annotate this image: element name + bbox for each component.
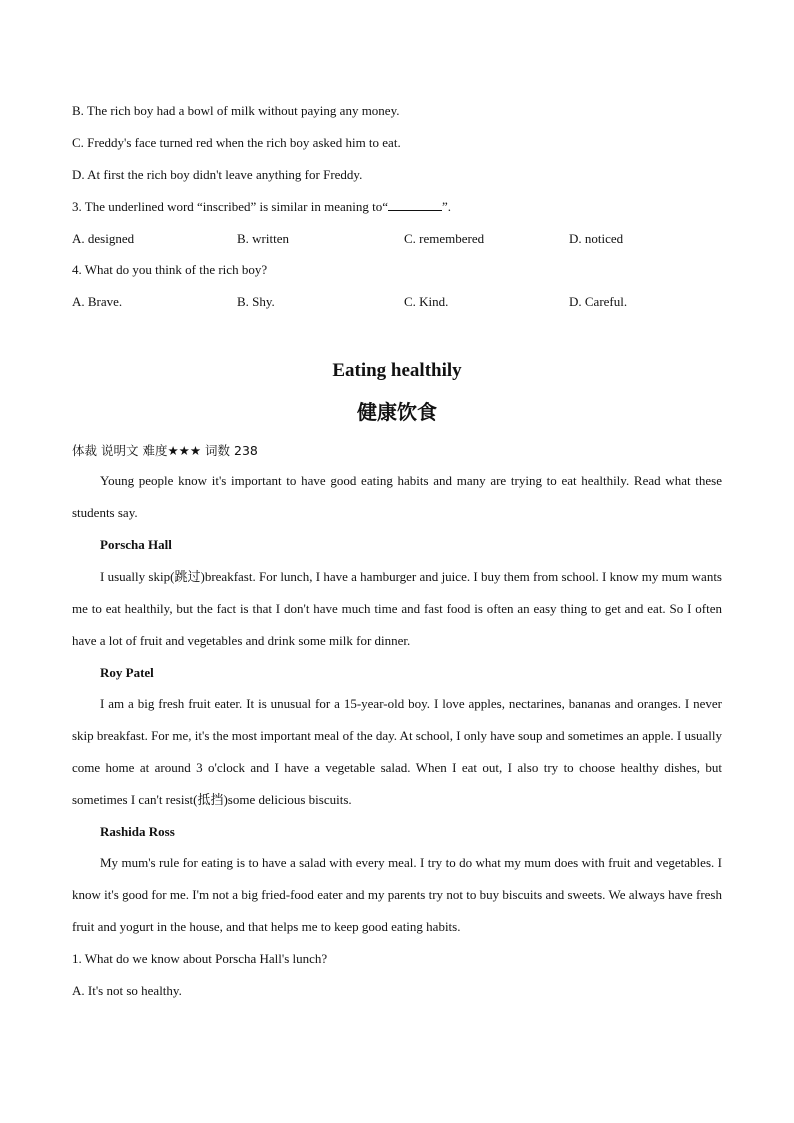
student-text-rashida: My mum's rule for eating is to have a salad with every meal. I try to do what my mum does with fruit and vegetables. I know it's good for me. I'm not a big fried-food eater and my parents try not to buy biscuits and sweets. We always have fresh fruit and yogurt in the house, and that helps me to keep good eating habits. [72,855,722,934]
question-1: 1. What do we know about Porscha Hall's lunch? [72,951,328,966]
article-meta: 体裁 说明文 难度★★★ 词数 238 [72,443,258,458]
student-text-roy: I am a big fresh fruit eater. It is unusual for a 15-year-old boy. I love apples, nectarines, bananas and oranges. I never skip breakfast. For me, it's the most important meal of the day. At school, I only have soup and sometimes an apple. I usually come home at around 3 o'clock and I have a vegetable salad. When I eat out, I also try to choose healthy dishes, but sometimes I can't resist(抵挡)some delicious biscuits. [72,696,722,807]
student-name-roy: Roy Patel [100,665,154,680]
article-intro: Young people know it's important to have good eating habits and many are trying to eat healthily. Read what these students say. [72,473,722,520]
article-title-chinese: 健康饮食 [357,400,437,424]
q3-option-c: C. remembered [404,231,485,246]
article-title: Eating healthily [332,360,462,381]
question-3 [72,199,451,215]
q3-option-d: D. noticed [569,231,624,246]
option-b: B. The rich boy had a bowl of milk without paying any money. [72,103,400,118]
student-name-porscha: Porscha Hall [100,537,172,552]
q1-option-a: A. It's not so healthy. [72,983,182,998]
student-text-porscha: I usually skip(跳过)breakfast. For lunch, I have a hamburger and juice. I buy them from school. I know my mum wants me to eat healthily, but the fact is that I don't have much time and fast food is often an easy thing to get and eat. So I often have a lot of fruit and vegetables and drink some milk for dinner. [72,569,722,648]
q4-option-d: D. Careful. [569,294,628,309]
question-3-suffix: ”. [442,199,452,214]
q4-option-c: C. Kind. [404,294,449,309]
q3-option-a: A. designed [72,231,135,246]
option-d: D. At first the rich boy didn't leave anything for Freddy. [72,167,363,182]
q4-option-a: A. Brave. [72,294,123,309]
question-4-options [72,294,722,310]
answer-blank[interactable] [388,199,442,211]
question-4: 4. What do you think of the rich boy? [72,262,268,277]
question-3-options [72,231,722,247]
option-c: C. Freddy's face turned red when the rich boy asked him to eat. [72,135,401,150]
question-3-text: 3. The underlined word “inscribed” is similar in meaning to“ [72,199,389,214]
q3-option-b: B. written [237,231,289,246]
q4-option-b: B. Shy. [237,294,275,309]
student-name-rashida: Rashida Ross [100,824,175,839]
